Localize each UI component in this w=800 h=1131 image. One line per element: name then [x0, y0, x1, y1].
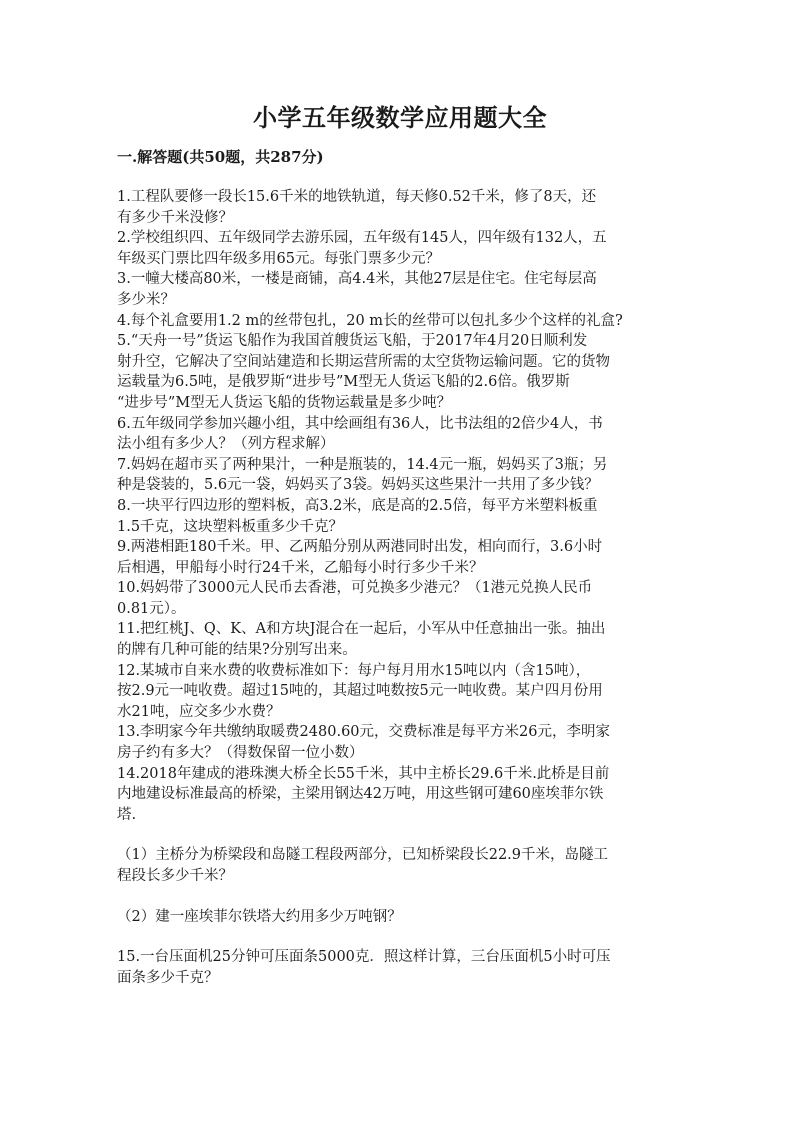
- question-5: [117, 331, 697, 413]
- question-line: 14.2018年建成的港珠澳大桥全长55千米，其中主桥长29.6千米.此桥是目前: [117, 765, 610, 782]
- question-6: [117, 414, 697, 455]
- question-line: “进步号”M型无人货运飞船的货物运载量是多少吨？: [117, 394, 452, 411]
- spacer: [117, 887, 697, 907]
- question-8: [117, 496, 697, 537]
- question-line: 1.5千克，这块塑料板重多少千克？: [117, 518, 344, 535]
- question-line: 10.妈妈带了3000元人民币去香港，可兑换多少港元？（1港元兑换人民币: [117, 580, 593, 597]
- question-7: [117, 455, 697, 496]
- question-line: 6.五年级同学参加兴趣小组，其中绘画组有36人，比书法组的2倍少4人，书: [117, 415, 603, 432]
- question-line: 有多少千米没修？: [117, 209, 233, 226]
- question-15: [117, 947, 697, 988]
- question-line: 法小组有多少人？（列方程求解）: [117, 436, 335, 453]
- question-line: 的牌有几种可能的结果?分别写出来。: [117, 642, 357, 659]
- question-line: 内地建设标准最高的桥梁，主梁用钢达42万吨，用这些钢可建60座埃菲尔铁: [117, 786, 604, 803]
- page-title: 小学五年级数学应用题大全: [253, 103, 547, 132]
- question-line: 房子约有多大？（得数保留一位小数）: [117, 745, 364, 762]
- question-line: 塔.: [117, 806, 137, 823]
- question-13: [117, 722, 697, 763]
- question-list: [117, 187, 697, 988]
- question-line: 多少米？: [117, 291, 175, 308]
- question-line: （1）主桥分为桥梁段和岛隧工程段两部分，已知桥梁段长22.9千米，岛隧工: [117, 847, 609, 864]
- sub-question-14-2: [117, 907, 697, 928]
- question-line: 8.一块平行四边形的塑料板，高3.2米，底是高的2.5倍，每平方米塑料板重: [117, 497, 598, 514]
- spacer: [117, 825, 697, 845]
- sub-question-14-1: [117, 845, 697, 886]
- question-14: [117, 764, 697, 826]
- question-line: 运载量为6.5吨，是俄罗斯“进步号”M型无人货运飞船的2.6倍。俄罗斯: [117, 374, 570, 391]
- question-line: 3.一幢大楼高80米，一楼是商铺，高4.4米，其他27层是住宅。住宅每层高: [117, 271, 597, 288]
- section-heading: 一.解答题(共50题，共287分): [117, 148, 324, 166]
- question-line: （2）建一座埃菲尔铁塔大约用多少万吨钢？: [117, 908, 402, 925]
- question-line: 1.工程队要修一段长15.6千米的地铁轨道，每天修0.52千米，修了8天，还: [117, 189, 597, 205]
- question-line: 12.某城市自来水费的收费标准如下：每户每月用水15吨以内（含15吨），: [117, 662, 591, 679]
- question-1: [117, 187, 697, 228]
- spacer: [117, 927, 697, 947]
- question-line: 种是袋装的，5.6元一袋，妈妈买了3袋。妈妈买这些果汁一共用了多少钱？: [117, 477, 599, 494]
- question-4: [117, 311, 697, 332]
- question-3: [117, 269, 697, 310]
- question-11: [117, 619, 697, 660]
- question-line: 程段长多少千米？: [117, 868, 233, 884]
- question-2: [117, 228, 697, 269]
- question-10: [117, 578, 697, 619]
- question-9: [117, 537, 697, 578]
- question-line: 年级买门票比四年级多用65元。每张门票多少元？: [117, 250, 440, 267]
- question-line: 7.妈妈在超市买了两种果汁，一种是瓶装的，14.4元一瓶，妈妈买了3瓶；另: [117, 456, 608, 473]
- question-line: 0.81元）。: [117, 600, 186, 617]
- question-line: 水21吨，应交多少水费？: [117, 703, 281, 720]
- question-line: 2.学校组织四、五年级同学去游乐园，五年级有145人，四年级有132人，五: [117, 230, 607, 247]
- question-line: 9.两港相距180千米。甲、乙两船分别从两港同时出发，相向而行，3.6小时: [117, 539, 603, 556]
- question-line: 5.“天舟一号”货运飞船作为我国首艘货运飞船，于2017年4月20日顺利发: [117, 333, 588, 350]
- question-line: 13.李明家今年共缴纳取暖费2480.60元，交费标准是每平方米26元，李明家: [117, 724, 610, 741]
- question-line: 面条多少千克？: [117, 969, 219, 986]
- question-line: 4.每个礼盒要用1.2 m的丝带包扎，20 m长的丝带可以包扎多少个这样的礼盒?: [117, 312, 623, 329]
- question-line: 15.一台压面机25分钟可压面条5000克．照这样计算，三台压面机5小时可压: [117, 949, 611, 966]
- question-line: 射升空，它解决了空间站建造和长期运营所需的太空货物运输问题。它的货物: [117, 353, 610, 370]
- question-line: 11.把红桃J、Q、K、A和方块J混合在一起后，小军从中任意抽出一张。抽出: [117, 621, 606, 638]
- question-line: 后相遇，甲船每小时行24千米，乙船每小时行多少千米？: [117, 559, 484, 576]
- question-line: 按2.9元一吨收费。超过15吨的，其超过吨数按5元一吨收费。某户四月份用: [117, 683, 603, 700]
- question-12: [117, 661, 697, 723]
